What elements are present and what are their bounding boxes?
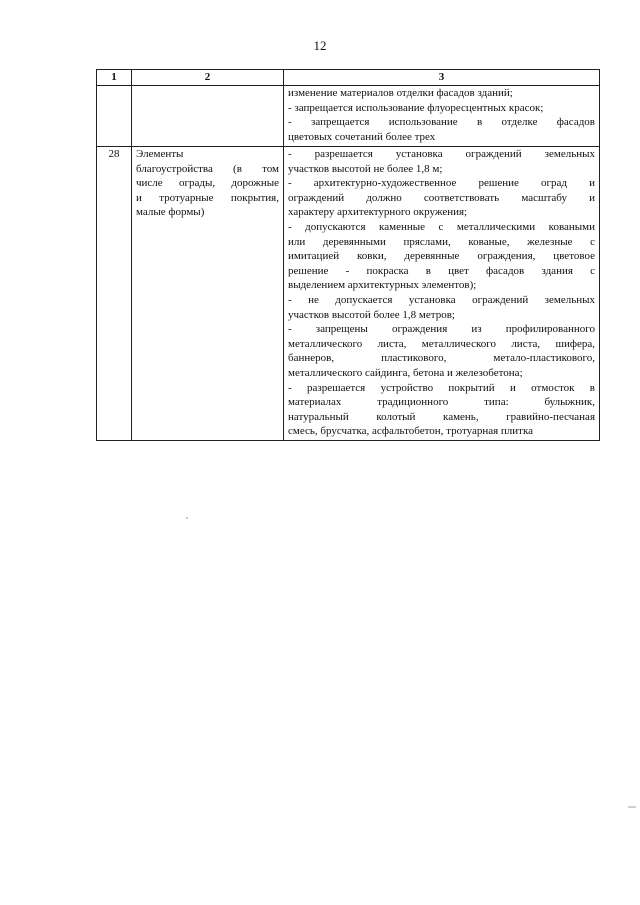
table-header-row xyxy=(97,70,600,86)
requirement-line: характеру архитектурного окружения; xyxy=(288,206,468,219)
requirement-line: смесь, брусчатка, асфальтобетон, тротуарная плитка xyxy=(288,425,534,438)
requirement-line: - запрещается использование в отделке фасадов xyxy=(288,116,595,129)
element-name-cell xyxy=(132,147,284,441)
requirement-line: - разрешается устройство покрытий и отмосток в xyxy=(288,381,595,394)
requirement-line: - запрещается использование флуоресцентных красок; xyxy=(288,101,544,114)
requirement-line: - допускаются каменные с металлическими коваными xyxy=(288,220,595,233)
requirement-line: - разрешается установка ограждений земельных xyxy=(288,148,595,160)
requirement-line: решение - покраска в цвет фасадов здания с xyxy=(288,264,595,277)
requirement-line: цветовых сочетаний более трех xyxy=(288,130,436,143)
requirement-line: натуральный колотый камень, гравийно-песчаная xyxy=(288,410,595,423)
element-name-line: числе ограды, дорожные xyxy=(136,177,279,190)
requirement-line: участков высотой более 1,8 метров; xyxy=(288,308,455,321)
requirements-cell xyxy=(284,86,600,147)
column-header-2: 2 xyxy=(132,70,284,86)
element-name-line: и тротуарные покрытия, xyxy=(136,191,279,204)
row-number-cell: 28 xyxy=(97,147,132,441)
page-number: 12 xyxy=(313,38,327,53)
scan-speck xyxy=(186,517,188,519)
element-name-cell xyxy=(132,86,284,147)
element-name-line: Элементы xyxy=(136,148,184,160)
requirement-line: выделением архитектурных элементов); xyxy=(288,279,477,292)
requirement-line: металлического листа, металлического листа, шифера, xyxy=(288,337,595,350)
requirement-line: баннеров, пластикового, метало-пластикового, xyxy=(288,352,595,365)
requirement-line: материалах традиционного типа: булыжник, xyxy=(288,396,595,409)
table-row-28 xyxy=(97,147,600,441)
requirement-line: металлического сайдинга, бетона и железобетона; xyxy=(288,366,523,379)
requirement-line: изменение материалов отделки фасадов зданий; xyxy=(288,87,513,99)
requirement-line: участков высотой не более 1,8 м; xyxy=(288,162,443,175)
requirement-line: - запрещены ограждения из профилированного xyxy=(288,323,595,336)
requirement-line: - архитектурно-художественное решение оград и xyxy=(288,177,595,190)
requirement-line: - не допускается установка ограждений земельных xyxy=(288,293,595,306)
requirement-line: ограждений должно соответствовать масштабу и xyxy=(288,191,595,204)
table-row-continuation xyxy=(97,86,600,147)
column-header-1: 1 xyxy=(97,70,132,86)
requirements-cell xyxy=(284,147,600,441)
scan-edge-mark xyxy=(628,806,636,808)
requirement-line: или деревянными пряслами, кованые, железные с xyxy=(288,235,595,248)
requirements-table xyxy=(96,69,600,441)
column-header-3: 3 xyxy=(284,70,600,86)
requirement-line: имитацией ковки, деревянные ограждения, цветовое xyxy=(288,250,595,263)
row-number-cell xyxy=(97,86,132,147)
element-name-line: благоустройства (в том xyxy=(136,162,279,175)
element-name-line: малые формы) xyxy=(136,206,205,219)
